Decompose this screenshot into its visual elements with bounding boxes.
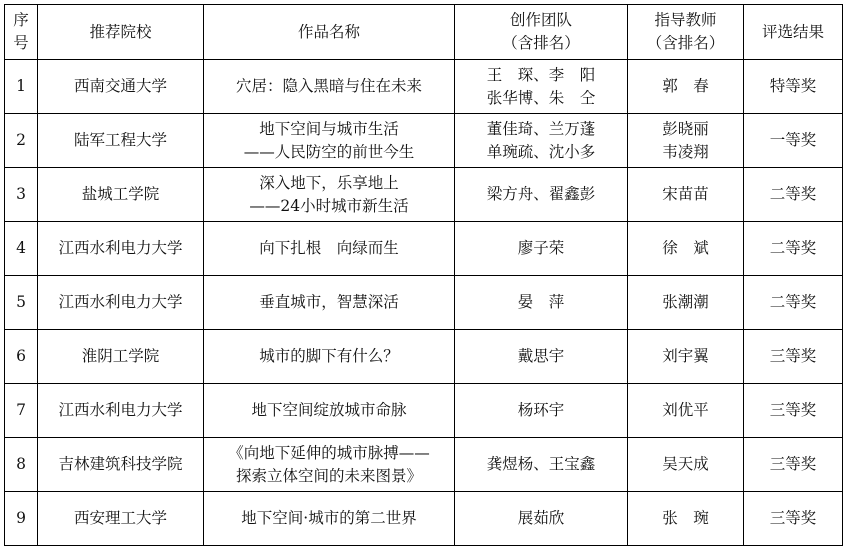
header-team [455, 5, 628, 60]
cell-team-text: 龚煜杨、王宝鑫 [486, 455, 596, 473]
cell-team [455, 438, 628, 492]
cell-school [38, 384, 204, 438]
cell-index-text: 3 [16, 185, 26, 203]
table-row [5, 222, 843, 276]
cell-team-text: 廖子荣 [517, 239, 565, 257]
cell-result-text: 三等奖 [769, 347, 817, 365]
cell-team [455, 276, 628, 330]
header-work-label: 作品名称 [297, 22, 360, 41]
header-result [744, 5, 843, 60]
cell-teacher [628, 384, 744, 438]
cell-index-text: 1 [16, 77, 26, 95]
cell-work [204, 438, 455, 492]
table-body [5, 60, 843, 546]
cell-school-text: 江西水利电力大学 [58, 401, 183, 419]
cell-teacher-text: 吴天成 [662, 455, 709, 473]
cell-team-text: 晏 萍 [517, 293, 565, 311]
cell-school [38, 222, 204, 276]
cell-work [204, 330, 455, 384]
cell-teacher [628, 60, 744, 114]
cell-index-text: 8 [16, 455, 26, 473]
cell-index [5, 492, 38, 546]
cell-school [38, 276, 204, 330]
cell-work-text: 地下空间绽放城市命脉 [251, 401, 407, 419]
cell-teacher-text: 徐 斌 [662, 239, 709, 257]
cell-result [744, 168, 843, 222]
cell-work [204, 60, 455, 114]
cell-teacher-text: 郭 春 [662, 77, 709, 95]
cell-index-text: 9 [16, 509, 26, 527]
cell-work [204, 276, 455, 330]
cell-teacher [628, 222, 744, 276]
cell-work-text: ——24小时城市新生活 [249, 196, 409, 215]
cell-team-text: 单琬疏、沈小多 [486, 142, 596, 161]
cell-team-text: 杨环宇 [517, 401, 565, 419]
cell-work-text: 《向地下延伸的城市脉搏—— [228, 443, 430, 462]
cell-team-text: 展茹欣 [517, 509, 565, 527]
cell-school [38, 60, 204, 114]
cell-result-text: 三等奖 [769, 509, 817, 527]
cell-work-text: 地下空间与城市生活 [259, 119, 399, 138]
cell-result [744, 60, 843, 114]
header-index-line: 号 [13, 34, 29, 52]
cell-index [5, 384, 38, 438]
cell-school [38, 492, 204, 546]
cell-team [455, 492, 628, 546]
table-header [5, 5, 843, 60]
table-row [5, 276, 843, 330]
cell-work [204, 168, 455, 222]
cell-team [455, 60, 628, 114]
table-row [5, 384, 843, 438]
cell-work-text: ——人民防空的前世今生 [243, 142, 415, 161]
cell-team [455, 330, 628, 384]
cell-teacher [628, 438, 744, 492]
cell-result-text: 一等奖 [769, 131, 817, 149]
cell-teacher [628, 168, 744, 222]
header-result-label: 评选结果 [761, 22, 824, 41]
cell-index [5, 222, 38, 276]
cell-team-text: 王 琛、李 阳 [486, 65, 596, 84]
cell-result-text: 二等奖 [769, 239, 817, 257]
header-team-line: （含排名） [502, 34, 580, 52]
header-team-line: 创作团队 [509, 11, 572, 29]
cell-index-text: 5 [16, 293, 26, 311]
awards-table [4, 4, 843, 546]
cell-result [744, 438, 843, 492]
table-row [5, 114, 843, 168]
cell-index-text: 4 [16, 239, 26, 257]
cell-school-text: 盐城工学院 [81, 185, 160, 203]
cell-result [744, 384, 843, 438]
cell-teacher [628, 492, 744, 546]
cell-work [204, 114, 455, 168]
cell-team [455, 168, 628, 222]
header-index-line: 序 [13, 11, 29, 29]
cell-index [5, 114, 38, 168]
cell-teacher-text: 张潮潮 [662, 293, 709, 311]
cell-school-text: 江西水利电力大学 [58, 239, 183, 257]
cell-index [5, 330, 38, 384]
cell-teacher-text: 韦凌翔 [662, 142, 709, 161]
cell-index [5, 168, 38, 222]
cell-school-text: 江西水利电力大学 [58, 293, 183, 311]
cell-team-text: 梁方舟、翟鑫彭 [486, 185, 596, 203]
cell-result-text: 二等奖 [769, 185, 817, 203]
cell-teacher [628, 330, 744, 384]
cell-work-text: 深入地下，乐享地上 [259, 173, 399, 192]
cell-school [38, 168, 204, 222]
table-row [5, 60, 843, 114]
cell-result-text: 三等奖 [769, 455, 817, 473]
cell-team [455, 114, 628, 168]
table-row [5, 330, 843, 384]
table-row [5, 492, 843, 546]
header-index [5, 5, 38, 60]
cell-school-text: 西安理工大学 [73, 509, 167, 527]
cell-index [5, 276, 38, 330]
cell-index-text: 7 [16, 401, 26, 419]
cell-school [38, 330, 204, 384]
cell-result-text: 二等奖 [769, 293, 817, 311]
cell-team-text: 董佳琦、兰万蓬 [486, 119, 596, 138]
cell-teacher-text: 张 琬 [662, 509, 709, 527]
cell-index-text: 6 [16, 347, 26, 365]
header-teacher [628, 5, 744, 60]
cell-team [455, 222, 628, 276]
cell-result-text: 三等奖 [769, 401, 817, 419]
table-row [5, 168, 843, 222]
cell-school [38, 438, 204, 492]
cell-school [38, 114, 204, 168]
cell-result [744, 276, 843, 330]
cell-work-text: 探索立体空间的未来图景》 [235, 466, 422, 485]
cell-teacher-text: 刘优平 [662, 401, 709, 419]
cell-school-text: 陆军工程大学 [73, 131, 167, 149]
cell-result-text: 特等奖 [769, 77, 817, 95]
cell-index [5, 438, 38, 492]
header-teacher-line: （含排名） [646, 34, 725, 52]
cell-teacher-text: 刘宇翼 [662, 347, 709, 365]
cell-work-text: 地下空间·城市的第二世界 [241, 509, 417, 527]
cell-teacher-text: 彭晓丽 [662, 119, 709, 138]
cell-team-text: 戴思宇 [517, 347, 565, 365]
cell-result [744, 492, 843, 546]
header-row [5, 5, 843, 60]
cell-school-text: 吉林建筑科技学院 [58, 455, 183, 473]
cell-teacher [628, 276, 744, 330]
cell-work-text: 穴居：隐入黑暗与住在未来 [235, 77, 422, 95]
cell-work [204, 384, 455, 438]
table-row [5, 438, 843, 492]
cell-work [204, 492, 455, 546]
cell-work [204, 222, 455, 276]
header-work [204, 5, 455, 60]
cell-team [455, 384, 628, 438]
cell-result [744, 330, 843, 384]
cell-school-text: 淮阴工学院 [81, 347, 160, 365]
cell-result [744, 222, 843, 276]
cell-index-text: 2 [16, 131, 26, 149]
cell-work-text: 城市的脚下有什么？ [259, 347, 399, 365]
header-school [38, 5, 204, 60]
cell-work-text: 垂直城市，智慧深活 [259, 293, 399, 311]
cell-team-text: 张华博、朱 仝 [486, 88, 596, 107]
cell-teacher-text: 宋苗苗 [662, 185, 709, 203]
cell-teacher [628, 114, 744, 168]
cell-result [744, 114, 843, 168]
header-teacher-line: 指导教师 [654, 11, 717, 29]
cell-work-text: 向下扎根 向绿而生 [259, 239, 399, 257]
cell-school-text: 西南交通大学 [73, 77, 167, 95]
header-school-label: 推荐院校 [89, 22, 152, 41]
cell-index [5, 60, 38, 114]
